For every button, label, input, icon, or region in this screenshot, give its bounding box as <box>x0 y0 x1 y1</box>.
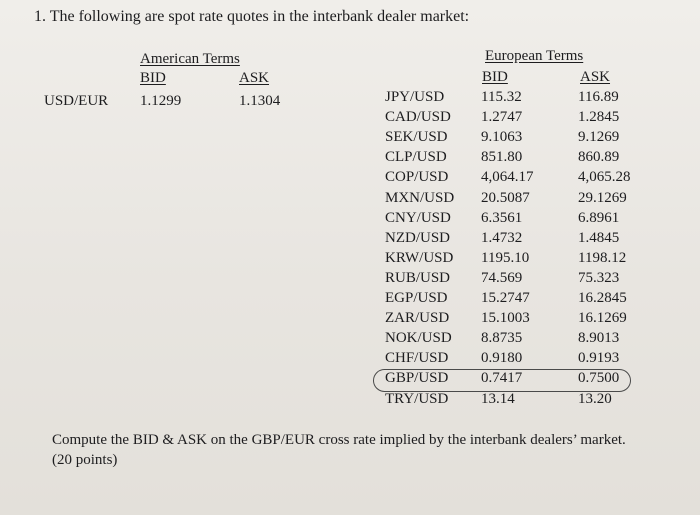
quote-pair: CAD/USD <box>385 109 451 125</box>
quote-bid: 15.2747 <box>481 290 530 306</box>
quote-bid: 9.1063 <box>481 129 523 145</box>
quote-pair: TRY/USD <box>385 391 449 407</box>
prompt-line-2: (20 points) <box>52 452 118 468</box>
quote-ask: 29.1269 <box>578 190 627 206</box>
quote-bid: 0.7417 <box>481 370 523 386</box>
quote-ask: 1.2845 <box>578 109 620 125</box>
quote-pair: NOK/USD <box>385 330 452 346</box>
european-bid-header: BID <box>482 69 508 85</box>
quote-pair: RUB/USD <box>385 270 451 286</box>
quote-pair: CHF/USD <box>385 350 449 366</box>
quote-bid: 115.32 <box>481 89 522 105</box>
quote-pair: SEK/USD <box>385 129 448 145</box>
quote-ask: 860.89 <box>578 149 620 165</box>
quote-bid: 13.14 <box>481 391 515 407</box>
quote-ask: 16.1269 <box>578 310 627 326</box>
quote-pair: JPY/USD <box>385 89 445 105</box>
american-bid-header: BID <box>140 70 166 86</box>
quote-ask: 16.2845 <box>578 290 627 306</box>
quote-bid: 20.5087 <box>481 190 530 206</box>
quote-ask: 0.9193 <box>578 350 620 366</box>
quote-ask: 116.89 <box>578 89 619 105</box>
european-terms-heading: European Terms <box>485 48 584 64</box>
american-ask: 1.1304 <box>239 93 281 109</box>
quote-pair: KRW/USD <box>385 250 454 266</box>
prompt-line-1: Compute the BID & ASK on the GBP/EUR cross rate implied by the interbank dealers’ market. <box>52 432 626 448</box>
quote-pair: ZAR/USD <box>385 310 450 326</box>
quote-bid: 851.80 <box>481 149 523 165</box>
question-title: 1. The following are spot rate quotes in the interbank dealer market: <box>34 8 470 25</box>
quote-ask: 75.323 <box>578 270 620 286</box>
quote-bid: 6.3561 <box>481 210 523 226</box>
quote-ask: 4,065.28 <box>578 169 631 185</box>
european-ask-header: ASK <box>580 69 611 85</box>
quote-pair: MXN/USD <box>385 190 455 206</box>
quote-bid: 8.8735 <box>481 330 523 346</box>
quote-pair: NZD/USD <box>385 230 451 246</box>
quote-ask: 0.7500 <box>578 370 620 386</box>
quote-ask: 9.1269 <box>578 129 620 145</box>
quote-bid: 74.569 <box>481 270 523 286</box>
quote-pair: CLP/USD <box>385 149 447 165</box>
quote-ask: 13.20 <box>578 391 612 407</box>
question-prompt <box>52 430 672 470</box>
quote-ask: 1198.12 <box>578 250 627 266</box>
quote-pair: COP/USD <box>385 169 449 185</box>
quote-bid: 4,064.17 <box>481 169 534 185</box>
quote-ask: 8.9013 <box>578 330 620 346</box>
quote-ask: 1.4845 <box>578 230 620 246</box>
quote-bid: 0.9180 <box>481 350 523 366</box>
american-ask-header: ASK <box>239 70 270 86</box>
quote-bid: 15.1003 <box>481 310 530 326</box>
quote-ask: 6.8961 <box>578 210 620 226</box>
american-terms-heading: American Terms <box>140 51 240 67</box>
quote-bid: 1.4732 <box>481 230 523 246</box>
quote-bid: 1.2747 <box>481 109 523 125</box>
quote-pair: CNY/USD <box>385 210 451 226</box>
american-bid: 1.1299 <box>140 93 182 109</box>
quote-bid: 1195.10 <box>481 250 530 266</box>
american-pair: USD/EUR <box>44 93 109 109</box>
quote-pair: GBP/USD <box>385 370 449 386</box>
quote-pair: EGP/USD <box>385 290 448 306</box>
